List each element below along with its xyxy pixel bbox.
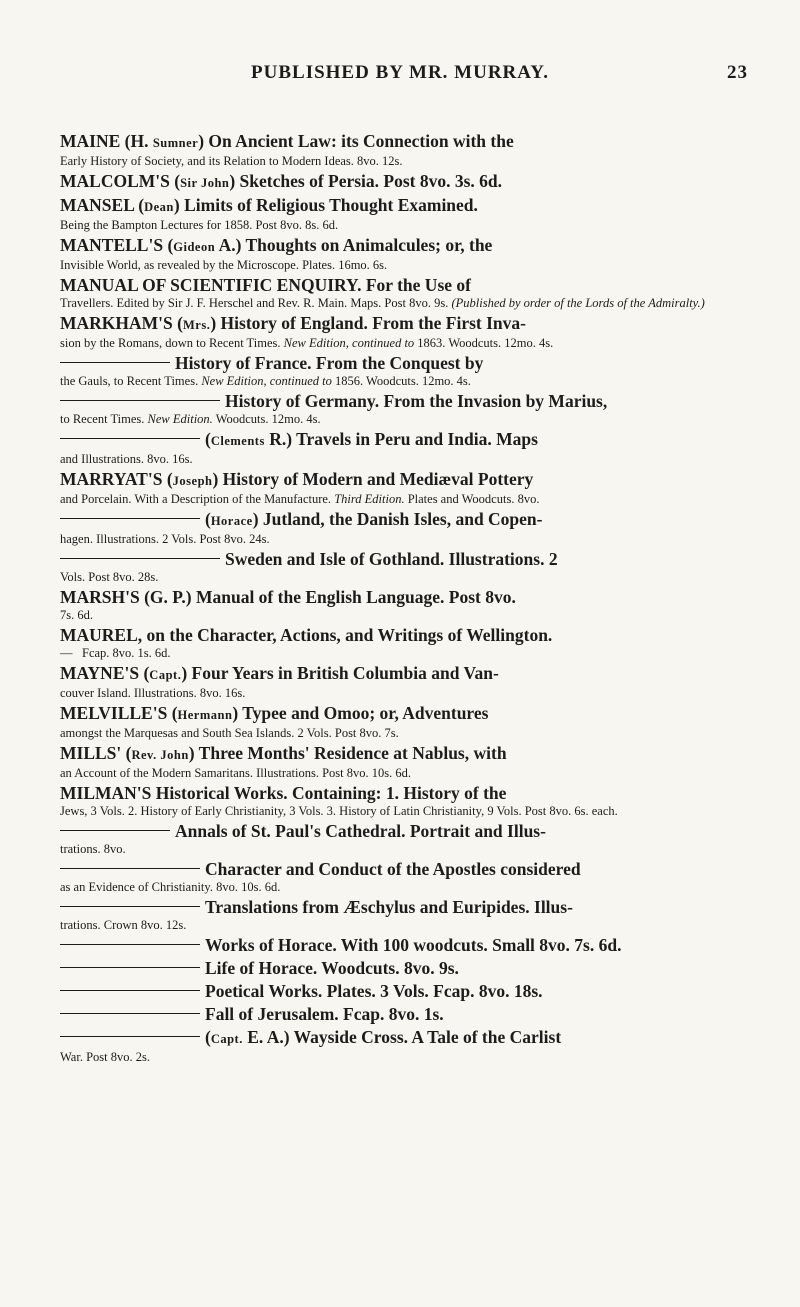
entry-heading: Annals of St. Paul's Cathedral. Portrait and Illus- [60,821,732,841]
entry-heading: Fall of Jerusalem. Fcap. 8vo. 1s. [60,1004,732,1024]
entry-heading: MARKHAM'S (Mrs.) History of England. From the First Inva- [60,313,526,333]
ditto-dash [60,558,220,559]
entry-heading: Works of Horace. With 100 woodcuts. Small 8vo. 7s. 6d. [60,935,732,955]
entry-details: the Gauls, to Recent Times. New Edition, continued to 1856. Woodcuts. 12mo. 4s. [60,374,471,388]
entry-details: amongst the Marquesas and South Sea Islands. 2 Vols. Post 8vo. 7s. [60,726,399,740]
entry-details: Jews, 3 Vols. 2. History of Early Christianity, 3 Vols. 3. History of Latin Christianity, 9 Vols. Post 8vo. 6s. each. [60,804,618,818]
ditto-dash [60,400,220,401]
page-number: 23 [727,62,748,83]
list-item [60,195,732,233]
ditto-dash [60,438,200,439]
list-item [60,1004,732,1024]
entry-heading: MANTELL'S (Gideon A.) Thoughts on Animalcules; or, the [60,235,493,255]
entry-details: to Recent Times. New Edition. Woodcuts. 12mo. 4s. [60,412,321,426]
entry-details: hagen. Illustrations. 2 Vols. Post 8vo. 24s. [60,532,270,546]
entry-details: an Account of the Modern Samaritans. Illustrations. Post 8vo. 10s. 6d. [60,766,412,780]
entry-details: trations. 8vo. [60,842,126,856]
entry-details: sion by the Romans, down to Recent Times. New Edition, continued to 1863. Woodcuts. 12mo. 4s. [60,336,554,350]
entry-details: — Fcap. 8vo. 1s. 6d. [60,646,171,660]
list-item [60,625,732,661]
list-item [60,171,732,193]
entry-details: and Illustrations. 8vo. 16s. [60,452,193,466]
entry-heading: MANUAL OF SCIENTIFIC ENQUIRY. For the Use of [60,275,471,295]
list-item [60,587,732,623]
ditto-dash [60,868,200,869]
entry-heading: MAUREL, on the Character, Actions, and Writings of Wellington. [60,625,553,645]
entry-details: Being the Bampton Lectures for 1858. Post 8vo. 8s. 6d. [60,218,339,232]
entry-details: War. Post 8vo. 2s. [60,1050,150,1064]
ditto-dash [60,1013,200,1014]
entry-heading: MILMAN'S Historical Works. Containing: 1. History of the [60,783,507,803]
entry-heading: (Clements R.) Travels in Peru and India. Maps [60,429,732,451]
entry-heading: MAINE (H. Sumner) On Ancient Law: its Connection with the [60,131,514,151]
entry-heading: MELVILLE'S (Hermann) Typee and Omoo; or, Adventures [60,703,489,723]
entry-details: Early History of Society, and its Relation to Modern Ideas. 8vo. 12s. [60,154,403,168]
entry-details: Travellers. Edited by Sir J. F. Herschel and Rev. R. Main. Maps. Post 8vo. 9s. (Published by order of the Lords of the Admiralty.) [60,296,705,310]
list-item [60,469,732,507]
list-item [60,981,732,1001]
entry-details: and Porcelain. With a Description of the Manufacture. Third Edition. Plates and Woodcuts. 8vo. [60,492,540,506]
list-item [60,275,732,311]
entry-details: couver Island. Illustrations. 8vo. 16s. [60,686,246,700]
list-item [60,429,732,467]
list-item [60,958,732,978]
entry-heading: Character and Conduct of the Apostles considered [60,859,732,879]
ditto-dash [60,944,200,945]
entry-details: Invisible World, as revealed by the Microscope. Plates. 16mo. 6s. [60,258,388,272]
list-item [60,663,732,701]
ditto-dash [60,990,200,991]
list-item [60,131,732,169]
running-title: PUBLISHED BY MR. MURRAY. [251,62,549,83]
entry-heading: (Capt. E. A.) Wayside Cross. A Tale of the Carlist [60,1027,732,1049]
entry-heading: MARSH'S (G. P.) Manual of the English Language. Post 8vo. [60,587,516,607]
ditto-dash [60,830,170,831]
list-item [60,821,732,857]
entry-details: as an Evidence of Christianity. 8vo. 10s. 6d. [60,880,281,894]
list-item [60,935,732,955]
list-item [60,703,732,741]
ditto-dash [60,518,200,519]
entry-details: trations. Crown 8vo. 12s. [60,918,187,932]
entry-heading: MARRYAT'S (Joseph) History of Modern and Mediæval Pottery [60,469,534,489]
entry-heading: MALCOLM'S (Sir John) Sketches of Persia. Post 8vo. 3s. 6d. [60,171,503,191]
entry-heading: Poetical Works. Plates. 3 Vols. Fcap. 8vo. 18s. [60,981,732,1001]
list-item [60,897,732,933]
page-header [0,62,800,90]
list-item [60,783,732,819]
entry-details: Vols. Post 8vo. 28s. [60,570,159,584]
list-item [60,353,732,389]
entry-heading: Translations from Æschylus and Euripides. Illus- [60,897,732,917]
ditto-dash [60,967,200,968]
entry-heading: History of France. From the Conquest by [60,353,732,373]
entry-details: 7s. 6d. [60,608,93,622]
entry-heading: Life of Horace. Woodcuts. 8vo. 9s. [60,958,732,978]
ditto-dash [60,906,200,907]
list-item [60,743,732,781]
list-item [60,1027,732,1065]
list-item [60,859,732,895]
entry-heading: MILLS' (Rev. John) Three Months' Residence at Nablus, with [60,743,507,763]
entry-heading: MANSEL (Dean) Limits of Religious Thought Examined. [60,195,478,215]
list-item [60,509,732,547]
entry-heading: (Horace) Jutland, the Danish Isles, and Copen- [60,509,732,531]
entry-heading: History of Germany. From the Invasion by Marius, [60,391,732,411]
catalogue-list [60,131,732,1067]
ditto-dash [60,1036,200,1037]
ditto-dash [60,362,170,363]
entry-heading: MAYNE'S (Capt.) Four Years in British Columbia and Van- [60,663,499,683]
list-item [60,235,732,273]
list-item [60,391,732,427]
list-item [60,549,732,585]
list-item [60,313,732,351]
entry-heading: Sweden and Isle of Gothland. Illustrations. 2 [60,549,732,569]
